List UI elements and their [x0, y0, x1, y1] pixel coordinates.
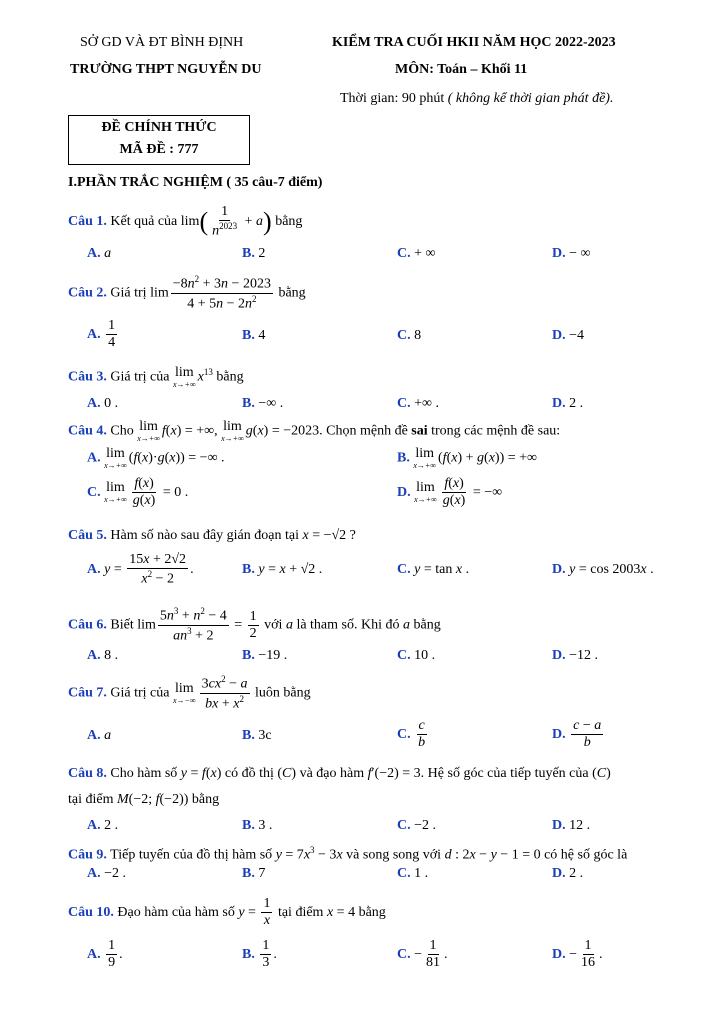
- question-5: Câu 5. Hàm số nào sau đây gián đoạn tại x = −√2 ?: [68, 528, 356, 543]
- time-note: ( không kể thời gian phát đề).: [447, 91, 614, 106]
- question-8: Câu 8. Cho hàm số y = f(x) có đồ thị (C) và đạo hàm f′(−2) = 3. Hệ số góc của tiếp tuyến của (C): [68, 766, 611, 781]
- question-9: Câu 9. Tiếp tuyến của đồ thị hàm số $y = 7x^3 - 3x$ và song song với d : 2x − y − 1 = 0 có hệ số góc là: [68, 845, 628, 863]
- official-box: [68, 115, 250, 165]
- official-label: ĐỀ CHÍNH THỨC: [101, 120, 217, 135]
- question-2: Câu 2. Giá trị lim $\frac{-8n^2 + 3n - 2023}{4 + 5n - 2n^2}$ bằng: [68, 274, 306, 312]
- section-title: I.PHẦN TRẮC NGHIỆM ( 35 câu-7 điểm): [68, 175, 323, 190]
- question-1: Câu 1. Kết quả của lim( $\frac{1}{n^{2023}}$ + a) bằng: [68, 204, 303, 239]
- question-10: Câu 10. Đạo hàm của hàm số y = $\frac{1}{x}$ tại điểm x = 4 bằng: [68, 896, 386, 929]
- time-label: Thời gian: 90 phút: [340, 91, 445, 106]
- question-8-line2: tại điểm M(−2; f(−2)) bằng: [68, 792, 220, 807]
- question-7: Câu 7. Giá trị của lim x→−∞ $\frac{3cx^2 - a}{bx + x^2}$ luôn bằng: [68, 674, 311, 712]
- question-6: Câu 6. Biết lim $\frac{5n^3 + n^2 - 4}{an^3 + 2}$ = $\frac{1}{2}$ với a là tham số. Khi đó a bằng: [68, 606, 441, 644]
- exam-code: MÃ ĐỀ : 777: [119, 142, 199, 157]
- question-3: Câu 3. Giá trị của lim x→+∞ $x^{13}$ bằng: [68, 365, 244, 389]
- time-line: [340, 91, 613, 107]
- dept-name: SỞ GD VÀ ĐT BÌNH ĐỊNH: [80, 35, 244, 50]
- q1-label: Câu 1.: [68, 214, 107, 230]
- question-4: Câu 4. Cho lim x→+∞ f(x) = +∞, lim x→+∞ g(x) = −2023. Chọn mệnh đề sai trong các mệnh đề sau:: [68, 419, 561, 443]
- subject-line: MÔN: Toán – Khối 11: [395, 62, 528, 77]
- exam-title: KIỂM TRA CUỐI HKII NĂM HỌC 2022-2023: [332, 35, 616, 50]
- school-name: TRƯỜNG THPT NGUYỄN DU: [70, 62, 262, 77]
